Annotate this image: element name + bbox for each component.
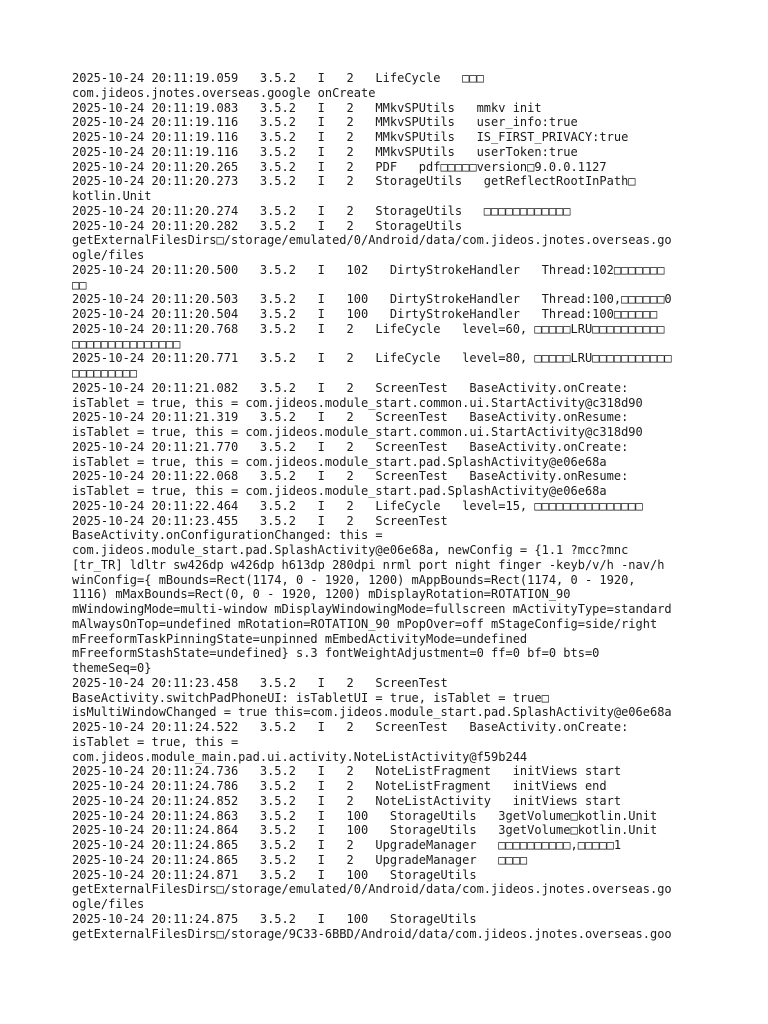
log-entry: 2025-10-24 20:11:20.771 3.5.2 I 2 LifeCycle level=80, □□□□□LRU□□□□□□□□□□□ □□□□□□□□□ xyxy=(72,351,672,380)
log-entry: 2025-10-24 20:11:19.059 3.5.2 I 2 LifeCycle □□□ com.jideos.jnotes.overseas.google onCreate xyxy=(72,71,484,100)
log-entry: 2025-10-24 20:11:19.116 3.5.2 I 2 MMkvSPUtils user_info:true xyxy=(72,115,578,130)
log-entry: 2025-10-24 20:11:20.500 3.5.2 I 102 DirtyStrokeHandler Thread:102□□□□□□□ □□ xyxy=(72,262,665,292)
log-entry: 2025-10-24 20:11:24.865 3.5.2 I 2 UpgradeManager □□□□ xyxy=(72,852,528,867)
log-entry: 2025-10-24 20:11:24.786 3.5.2 I 2 NoteListFragment initViews end xyxy=(72,779,607,793)
log-entry: 2025-10-24 20:11:24.871 3.5.2 I 100 StorageUtils getExternalFilesDirs□/storage/emulated/0/Android/data/com.jideos.jnotes.overseas.go ogle/files xyxy=(72,867,672,911)
log-entry: 2025-10-24 20:11:22.068 3.5.2 I 2 ScreenTest BaseActivity.onResume: isTablet = true, this = com.jideos.module_start.pad.SplashActivity@e06e68a xyxy=(72,469,629,498)
log-entry: 2025-10-24 20:11:21.319 3.5.2 I 2 ScreenTest BaseActivity.onResume: isTablet = true, this = com.jideos.module_start.common.ui.StartActivity@c318d90 xyxy=(72,410,643,439)
log-entry: 2025-10-24 20:11:20.274 3.5.2 I 2 StorageUtils □□□□□□□□□□□□ xyxy=(72,203,571,218)
log-entry: 2025-10-24 20:11:20.282 3.5.2 I 2 StorageUtils getExternalFilesDirs□/storage/emulated/0/Android/data/com.jideos.jnotes.overseas.go ogle/files xyxy=(72,218,672,262)
log-entry: 2025-10-24 20:11:19.083 3.5.2 I 2 MMkvSPUtils mmkv init xyxy=(72,100,542,115)
log-entry: 2025-10-24 20:11:19.116 3.5.2 I 2 MMkvSPUtils IS_FIRST_PRIVACY:true xyxy=(72,130,629,144)
log-entry: 2025-10-24 20:11:24.875 3.5.2 I 100 StorageUtils getExternalFilesDirs□/storage/9C33-6BBD/Android/data/com.jideos.jnotes.overseas.goo xyxy=(72,911,672,941)
log-text xyxy=(72,71,704,941)
log-view xyxy=(72,71,704,1011)
log-entry: 2025-10-24 20:11:23.455 3.5.2 I 2 ScreenTest BaseActivity.onConfigurationChanged: this = com.jideos.module_start.pad.SplashActivity@e06e68a, newConfig = {1.1 ?mcc?mnc [tr_TR] ldltr sw426dp w426dp h613dp 280dpi nrml port night finger -keyb/v/h -nav/h winConfig={ mBounds=Rect(1174, 0 - 1920, 1200) mAppBounds=Rect(1174, 0 - 1920, 1116) mMaxBounds=Rect(0, 0 - 1920, 1200) mDisplayRotation=ROTATION_90 mWindowingMode=multi-window mDisplayWindowingMode=fullscreen mActivityType=standard mAlwaysOnTop=undefined mRotation=ROTATION_90 mPopOver=off mStageConfig=side/right mFreeformTaskPinningState=unpinned mEmbedActivityMode=undefined mFreeformStashState=undefined} s.3 fontWeightAdjustment=0 ff=0 bf=0 bts=0 themeSeq=0} xyxy=(72,513,672,675)
log-entry: 2025-10-24 20:11:22.464 3.5.2 I 2 LifeCycle level=15, □□□□□□□□□□□□□□□ xyxy=(72,498,643,513)
log-entry: 2025-10-24 20:11:24.852 3.5.2 I 2 NoteListActivity initViews start xyxy=(72,793,622,808)
log-entry: 2025-10-24 20:11:20.768 3.5.2 I 2 LifeCycle level=60, □□□□□LRU□□□□□□□□□□ □□□□□□□□□□□□□□□ xyxy=(72,321,665,351)
log-entry: 2025-10-24 20:11:21.082 3.5.2 I 2 ScreenTest BaseActivity.onCreate: isTablet = true, this = com.jideos.module_start.common.ui.StartActivity@c318d90 xyxy=(72,380,643,410)
log-entry: 2025-10-24 20:11:21.770 3.5.2 I 2 ScreenTest BaseActivity.onCreate: isTablet = true, this = com.jideos.module_start.pad.SplashActivity@e06e68a xyxy=(72,439,629,469)
log-entry: 2025-10-24 20:11:24.736 3.5.2 I 2 NoteListFragment initViews start xyxy=(72,764,622,779)
log-entry: 2025-10-24 20:11:23.458 3.5.2 I 2 ScreenTest BaseActivity.switchPadPhoneUI: isTabletUI = true, isTablet = true□ isMultiWindowChanged = true this=com.jideos.module_start.pad.SplashActivity@e06e68a xyxy=(72,675,672,720)
log-entry: 2025-10-24 20:11:20.273 3.5.2 I 2 StorageUtils getReflectRootInPath□ kotlin.Unit xyxy=(72,174,636,203)
log-entry: 2025-10-24 20:11:20.265 3.5.2 I 2 PDF pdf□□□□□version□9.0.0.1127 xyxy=(72,159,607,174)
log-entry: 2025-10-24 20:11:19.116 3.5.2 I 2 MMkvSPUtils userToken:true xyxy=(72,144,578,159)
log-entry: 2025-10-24 20:11:20.504 3.5.2 I 100 DirtyStrokeHandler Thread:100□□□□□□ xyxy=(72,307,658,321)
log-entry: 2025-10-24 20:11:24.864 3.5.2 I 100 StorageUtils 3getVolume□kotlin.Unit xyxy=(72,823,658,838)
log-entry: 2025-10-24 20:11:20.503 3.5.2 I 100 DirtyStrokeHandler Thread:100,□□□□□□0 xyxy=(72,292,672,307)
log-entry: 2025-10-24 20:11:24.865 3.5.2 I 2 UpgradeManager □□□□□□□□□□,□□□□□1 xyxy=(72,838,622,852)
log-entry: 2025-10-24 20:11:24.522 3.5.2 I 2 ScreenTest BaseActivity.onCreate: isTablet = true, this = com.jideos.module_main.pad.ui.activity.NoteListActivity@f59b244 xyxy=(72,720,629,764)
log-entry: 2025-10-24 20:11:24.863 3.5.2 I 100 StorageUtils 3getVolume□kotlin.Unit xyxy=(72,808,658,823)
